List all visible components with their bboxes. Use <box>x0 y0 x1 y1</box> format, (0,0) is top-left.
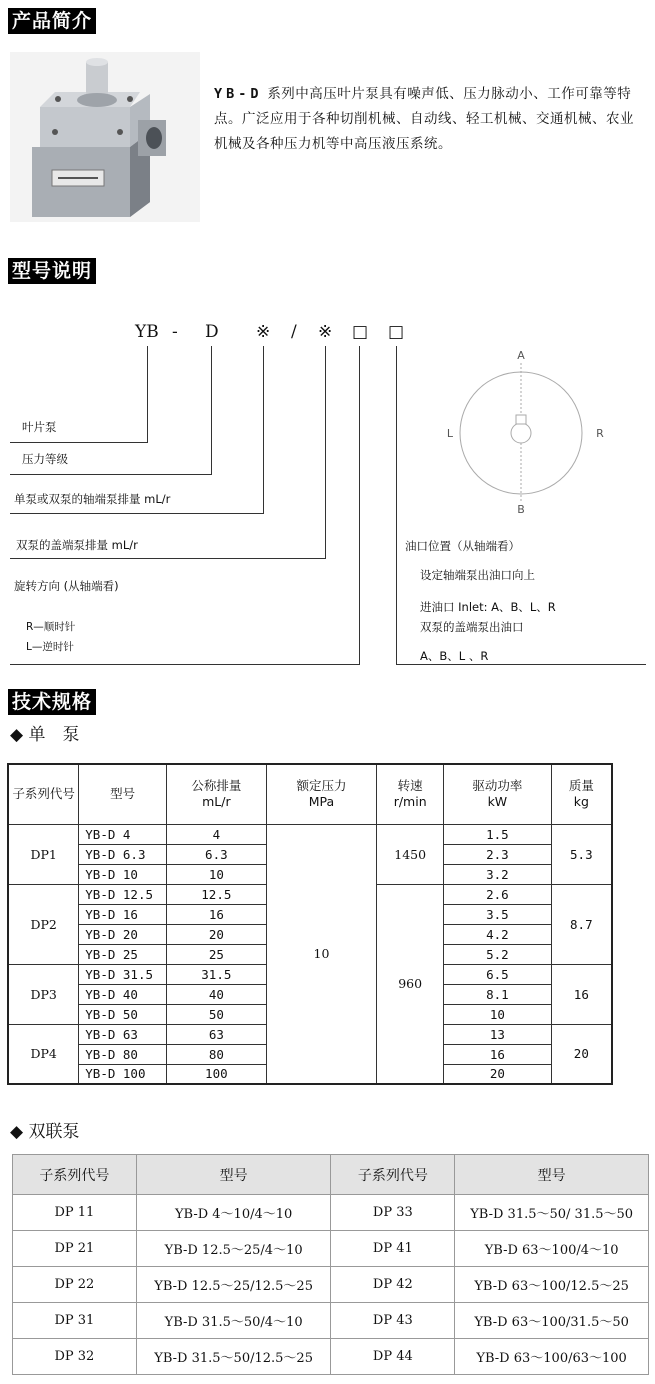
leader-vertical <box>359 346 360 664</box>
model-cell: YB-D 63～100/31.5～50 <box>455 1303 649 1339</box>
intro-code: YB-D <box>214 86 263 102</box>
table-header: 子系列代号 <box>8 764 79 824</box>
model-cell: YB-D 16 <box>79 904 167 924</box>
table-header: 公称排量 mL/r <box>167 764 267 824</box>
table-header: 转速 r/min <box>377 764 444 824</box>
compass-l: L <box>446 427 454 440</box>
model-cell: YB-D 4 <box>79 824 167 844</box>
compass-a: A <box>517 349 525 362</box>
model-code-dash: - <box>172 322 178 342</box>
table-header: 驱动功率 kW <box>444 764 552 824</box>
table-row <box>13 1231 649 1267</box>
label-rotation-r: R—顺时针 <box>26 621 76 633</box>
power-cell: 5.2 <box>444 944 552 964</box>
label-inlet: 进油口 Inlet: A、B、L、R <box>420 600 556 614</box>
model-cell: YB-D 50 <box>79 1004 167 1024</box>
leader-horizontal <box>396 664 646 665</box>
table-row <box>13 1267 649 1303</box>
displacement-cell: 12.5 <box>167 884 267 904</box>
intro-text: 系列中高压叶片泵具有噪声低、压力脉动小、工作可靠等特点。广泛应用于各种切削机械、自动线、轻工机械、交通机械、农业机械及各种压力机等中高压液压系统。 <box>214 86 634 152</box>
power-cell: 8.1 <box>444 984 552 1004</box>
label-cover-outlet: 双泵的盖端泵出油口 <box>420 620 524 634</box>
power-cell: 4.2 <box>444 924 552 944</box>
series-code-cell: DP 44 <box>331 1339 455 1375</box>
displacement-cell: 4 <box>167 824 267 844</box>
table-row <box>8 824 612 844</box>
power-cell: 6.5 <box>444 964 552 984</box>
weight-cell: 20 <box>551 1024 612 1084</box>
model-cell: YB-D 6.3 <box>79 844 167 864</box>
leader-vertical <box>263 346 264 513</box>
port-position-diagram <box>430 345 630 520</box>
model-code-yb: YB <box>135 322 159 342</box>
leader-horizontal <box>10 474 212 475</box>
section-title-intro: 产品简介 <box>8 8 96 34</box>
model-cell: YB-D 25 <box>79 944 167 964</box>
model-code-port: □ <box>388 322 405 342</box>
displacement-cell: 80 <box>167 1044 267 1064</box>
group-code: DP4 <box>8 1024 79 1084</box>
series-code-cell: DP 42 <box>331 1267 455 1303</box>
label-cover-displacement: 双泵的盖端泵排量 mL/r <box>16 538 138 552</box>
label-shaft-outlet-up: 设定轴端泵出油口向上 <box>420 568 535 582</box>
series-code-cell: DP 21 <box>13 1231 137 1267</box>
model-cell: YB-D 31.5～50/12.5～25 <box>136 1339 331 1375</box>
label-port-position: 油口位置（从轴端看） <box>405 539 520 553</box>
compass-r: R <box>596 427 604 440</box>
model-cell: YB-D 100 <box>79 1064 167 1084</box>
displacement-cell: 20 <box>167 924 267 944</box>
model-cell: YB-D 10 <box>79 864 167 884</box>
series-code-cell: DP 31 <box>13 1303 137 1339</box>
speed-cell: 1450 <box>377 824 444 884</box>
leader-horizontal <box>10 664 360 665</box>
section-title-model: 型号说明 <box>8 258 96 284</box>
power-cell: 2.3 <box>444 844 552 864</box>
speed-cell: 960 <box>377 884 444 1084</box>
leader-horizontal <box>10 558 326 559</box>
table-header: 型号 <box>136 1155 331 1195</box>
intro-paragraph <box>214 82 639 157</box>
model-code-shaft-disp: ※ <box>256 322 271 342</box>
power-cell: 13 <box>444 1024 552 1044</box>
leader-horizontal <box>10 513 264 514</box>
group-code: DP1 <box>8 824 79 884</box>
model-cell: YB-D 12.5～25/12.5～25 <box>136 1267 331 1303</box>
leader-horizontal <box>10 442 148 443</box>
double-pump-table <box>12 1154 649 1375</box>
pump-image <box>10 52 200 222</box>
table-header: 型号 <box>455 1155 649 1195</box>
series-code-cell: DP 33 <box>331 1195 455 1231</box>
table-header: 额定压力 MPa <box>266 764 377 824</box>
power-cell: 3.2 <box>444 864 552 884</box>
displacement-cell: 25 <box>167 944 267 964</box>
model-cell: YB-D 80 <box>79 1044 167 1064</box>
displacement-cell: 6.3 <box>167 844 267 864</box>
displacement-cell: 10 <box>167 864 267 884</box>
double-pump-label: ◆ 双联泵 <box>10 1122 80 1142</box>
power-cell: 3.5 <box>444 904 552 924</box>
label-outlet-positions: A、B、L 、R <box>420 649 489 663</box>
model-code-d: D <box>205 322 219 342</box>
model-cell: YB-D 4～10/4～10 <box>136 1195 331 1231</box>
power-cell: 20 <box>444 1064 552 1084</box>
model-cell: YB-D 12.5～25/4～10 <box>136 1231 331 1267</box>
model-cell: YB-D 31.5 <box>79 964 167 984</box>
pressure-cell: 10 <box>266 824 377 1084</box>
label-vane-pump: 叶片泵 <box>22 420 57 434</box>
model-cell: YB-D 63 <box>79 1024 167 1044</box>
table-header-row <box>8 764 612 824</box>
table-row <box>13 1195 649 1231</box>
power-cell: 16 <box>444 1044 552 1064</box>
power-cell: 10 <box>444 1004 552 1024</box>
group-code: DP3 <box>8 964 79 1024</box>
leader-vertical <box>325 346 326 558</box>
model-code-rotation: □ <box>352 322 369 342</box>
model-cell: YB-D 63～100/4～10 <box>455 1231 649 1267</box>
model-cell: YB-D 63～100/12.5～25 <box>455 1267 649 1303</box>
weight-cell: 5.3 <box>551 824 612 884</box>
series-code-cell: DP 41 <box>331 1231 455 1267</box>
table-header: 型号 <box>79 764 167 824</box>
group-code: DP2 <box>8 884 79 964</box>
label-rotation-l: L—逆时针 <box>26 641 74 653</box>
section-title-spec: 技术规格 <box>8 689 96 715</box>
displacement-cell: 50 <box>167 1004 267 1024</box>
displacement-cell: 31.5 <box>167 964 267 984</box>
table-row <box>13 1303 649 1339</box>
model-cell: YB-D 12.5 <box>79 884 167 904</box>
single-pump-table <box>7 763 613 1085</box>
model-code-slash: / <box>291 322 297 342</box>
table-row <box>13 1339 649 1375</box>
table-header: 质量 kg <box>551 764 612 824</box>
model-code-cover-disp: ※ <box>318 322 333 342</box>
series-code-cell: DP 22 <box>13 1267 137 1303</box>
power-cell: 1.5 <box>444 824 552 844</box>
label-shaft-displacement: 单泵或双泵的轴端泵排量 mL/r <box>14 492 171 506</box>
model-cell: YB-D 31.5～50/4～10 <box>136 1303 331 1339</box>
weight-cell: 16 <box>551 964 612 1024</box>
label-pressure-grade: 压力等级 <box>22 452 68 466</box>
model-cell: YB-D 20 <box>79 924 167 944</box>
table-header: 子系列代号 <box>13 1155 137 1195</box>
leader-vertical <box>147 346 148 442</box>
table-header-row <box>13 1155 649 1195</box>
model-cell: YB-D 40 <box>79 984 167 1004</box>
weight-cell: 8.7 <box>551 884 612 964</box>
displacement-cell: 40 <box>167 984 267 1004</box>
single-pump-label: ◆ 单 泵 <box>10 725 80 745</box>
model-cell: YB-D 31.5～50/ 31.5～50 <box>455 1195 649 1231</box>
displacement-cell: 63 <box>167 1024 267 1044</box>
model-cell: YB-D 63～100/63～100 <box>455 1339 649 1375</box>
compass-b: B <box>517 503 525 516</box>
power-cell: 2.6 <box>444 884 552 904</box>
series-code-cell: DP 43 <box>331 1303 455 1339</box>
series-code-cell: DP 32 <box>13 1339 137 1375</box>
table-header: 子系列代号 <box>331 1155 455 1195</box>
leader-vertical <box>211 346 212 474</box>
series-code-cell: DP 11 <box>13 1195 137 1231</box>
displacement-cell: 16 <box>167 904 267 924</box>
displacement-cell: 100 <box>167 1064 267 1084</box>
leader-vertical <box>396 346 397 664</box>
label-rotation: 旋转方向 (从轴端看) <box>14 579 119 593</box>
